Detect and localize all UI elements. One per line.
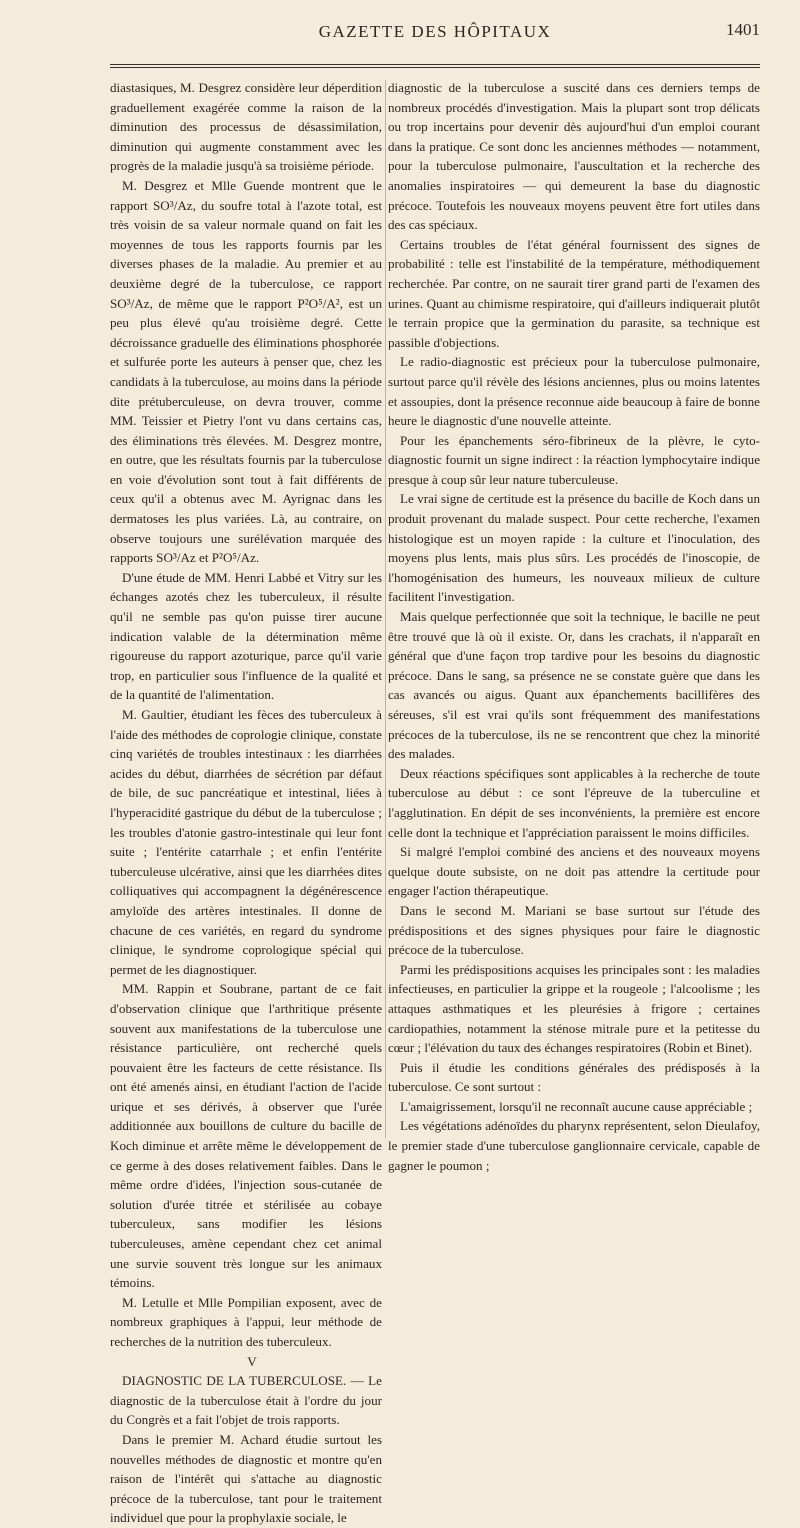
running-title: GAZETTE DES HÔPITAUX bbox=[318, 22, 552, 41]
header-rule bbox=[110, 64, 760, 65]
paragraph: Deux réactions spécifiques sont applicables à la recherche de toute tuberculose au début : ce sont l'épreuve de la tuberculine et l'agglutination. En dépit de ses inconvénients, la première est encore celle dont la technique et l'appréciation paraissent le moins difficiles. bbox=[388, 765, 760, 840]
paragraph: Les végétations adénoïdes du pharynx représentent, selon Dieulafoy, le premier stade d'une tuberculose ganglionnaire cervicale, capable de gagner le poumon ; bbox=[388, 1118, 760, 1173]
paragraph: M. Gaultier, étudiant les fèces des tuberculeux à l'aide des méthodes de coprologie clinique, constate cinq variétés de troubles intestinaux : les diarrhées acides du début, diarrhées de sécrétion par défaut de bile, de suc pancréatique et intestinal, liées à l'hyperacidité gastrique du début de la tuberculose ; les troubles d'atonie gastro-intestinale qui leur font suite ; l'entérite catarrhale ; et enfin l'entérite tuberculeuse ulcérative, ainsi que les diarrhées dites colliquatives qui accompagnent la dégénérescence amyloïde des artères intestinales. Il donne de chacune de ces variétés, en regard du syndrome clinique, le syndrome coprologique spécial qui permet de les diagnostiquer. bbox=[110, 707, 382, 977]
paragraph: Mais quelque perfectionnée que soit la technique, le bacille ne peut être trouvé que là où il existe. Or, dans les crachats, il n'apparaît en général que d'une façon trop tardive pour les besoins du diagnostic précoce. Dans le sang, sa présence ne se constate guère que dans les cas avancés ou aigus. Quant aux épanchements bacillifères des séreuses, s'il est vrai qu'ils sont fréquemment des manifestations précoces de la tuberculose, ils ne se rencontrent que chez la minorité des malades. bbox=[388, 609, 760, 762]
paragraph: D'une étude de MM. Henri Labbé et Vitry sur les échanges azotés chez les tuberculeux, il résulte qu'il ne semble pas qu'on puisse tirer aucune indication valable de la détermination même rigoureuse du rapport azoturique, parce qu'il varie trop, en particulier sous l'influence de la qualité et de la quantité de l'alimentation. bbox=[110, 569, 382, 703]
page-number: 1401 bbox=[726, 20, 760, 39]
paragraph: Dans le premier M. Achard étudie surtout les nouvelles méthodes de diagnostic et montre qu'en raison de l'intérêt qui s'attache au diagnostic précoce de la tuberculose, tant pour le traitement individuel que pour la prophylaxie sociale, le bbox=[110, 1431, 382, 1526]
paragraph: M. Desgrez et Mlle Guende montrent que le rapport SO³/Az, du soufre total à l'azote total, est très voisin de sa valeur normale quand on fait les moyennes de tous les rapports fournis par les diverses phases de la maladie. Au premier et au deuxième degré de la tuberculose, ce rapport SO³/Az, de même que le rapport P²O⁵/A², est un peu plus élevé qu'au troisième degré. Cette décroissance graduelle des éliminations phosphorée et sulfurée porte les auteurs à penser que, chez les candidats à la tuberculose, au moins dans la période dite prétuberculeuse, on devra trouver, comme MM. Teissier et Pietry l'ont vu dans certains cas, des éliminations très élevées. M. Desgrez montre, en outre, que les résultats fournis par la tuberculose en voie d'évolution sont tout à fait différents de ceux qu'il a obtenus avec M. Ayrignac dans les dermatoses les plus variées. Là, au contraire, on observe toujours une surélévation marquée des rapports SO³/Az et P²O⁵/Az. bbox=[110, 177, 382, 566]
section-number: V bbox=[247, 1353, 257, 1369]
paragraph: DIAGNOSTIC DE LA TUBERCULOSE. — Le diagnostic de la tuberculose était à l'ordre du jour du Congrès et a fait l'objet de trois rapports. bbox=[110, 1373, 382, 1428]
column-divider bbox=[385, 80, 386, 1138]
left-text-column bbox=[110, 78, 382, 1526]
header-rule-double bbox=[110, 67, 760, 68]
paragraph: MM. Rappin et Soubrane, partant de ce fait d'observation clinique que l'arthritique présente souvent aux manifestations de la tuberculose une résistance particulière, ont recherché quels pouvaient être les facteurs de cette résistance. Ils ont été amenés ainsi, en étudiant l'action de l'acide urique et ses dérivés, à observer que l'urée additionnée aux bouillons de culture du bacille de Koch diminue et arrête même le développement de ce germe à des doses relativement faibles. Dans le même ordre d'idées, l'injection sous-cutanée de solution d'urée titrée et stérilisée au cobaye tuberculeux, sans modifier les lésions tuberculeuses, amène cependant chez cet animal une survie souvent très longue sur les animaux témoins. bbox=[110, 981, 382, 1291]
paragraph: Parmi les prédispositions acquises les principales sont : les maladies infectieuses, en particulier la grippe et la rougeole ; l'alcoolisme ; les attaques asthmatiques et les pleurésies à frigore ; certaines cardiopathies, notamment la sténose mitrale pure et la petitesse du cœur ; l'élévation du taux des échanges respiratoires (Robin et Binet). bbox=[388, 961, 760, 1056]
paragraph: L'amaigrissement, lorsqu'il ne reconnaît aucune cause appréciable ; bbox=[400, 1098, 753, 1114]
paragraph: M. Letulle et Mlle Pompilian exposent, avec de nombreux graphiques à l'appui, leur méthode de recherches de la nutrition des tuberculeux. bbox=[110, 1294, 382, 1349]
paragraph: Pour les épanchements séro-fibrineux de la plèvre, le cyto-diagnostic fournit un signe indirect : la réaction lymphocytaire indique presque à coup sûr leur nature tuberculeuse. bbox=[388, 432, 760, 487]
paragraph: Si malgré l'emploi combiné des anciens et des nouveaux moyens quelque doute subsiste, on ne doit pas attendre la certitude pour engager l'action thérapeutique. bbox=[388, 844, 760, 899]
paragraph: Certains troubles de l'état général fournissent des signes de probabilité : telle est l'instabilité de la température, méthodiquement recherchée. Par contre, on ne saurait tirer grand parti de l'examen des urines. Quant au chimisme respiratoire, qui d'ailleurs indiquerait plutôt le terrain propice que la germination du parasite, sa technique est passible d'objections. bbox=[388, 236, 760, 350]
paragraph: Le radio-diagnostic est précieux pour la tuberculose pulmonaire, surtout parce qu'il révèle des lésions anciennes, plus ou moins latentes et assoupies, dont la présence reconnue aide beaucoup à faire de bonne heure le diagnostic d'une nouvelle atteinte. bbox=[388, 354, 760, 429]
paragraph: Dans le second M. Mariani se base surtout sur l'étude des prédispositions et des signes physiques pour faire le diagnostic précoce de la tuberculose. bbox=[388, 902, 760, 958]
paragraph: Le vrai signe de certitude est la présence du bacille de Koch dans un produit provenant du malade suspect. Pour cette recherche, l'examen histologique est un moyen rapide : la culture et l'inoculation, des moyens plus lents, mais plus sûrs. Les procédés de l'inoscopie, de l'homogénisation des humeurs, les nouveaux milieux de culture facilitent l'investigation. bbox=[388, 491, 760, 605]
paragraph: Puis il étudie les conditions générales des prédisposés à la tuberculose. Ce sont surtout : bbox=[388, 1059, 760, 1095]
page-header bbox=[110, 14, 760, 48]
paragraph: diagnostic de la tuberculose a suscité dans ces derniers temps de nombreux procédés d'investigation. Mais la plupart sont trop délicats ou trop incertains pour devenir dès aujourd'hui d'un emploi courant dans la pratique. Ce sont donc les anciennes méthodes — notamment, pour la tuberculose pulmonaire, l'auscultation et la recherche des anomalies inspiratoires — qui demeurent la base du diagnostic précoce. Toutefois les nouveaux moyens peuvent être fort utiles dans des cas spéciaux. bbox=[388, 80, 760, 233]
paragraph: diastasiques, M. Desgrez considère leur déperdition graduellement exagérée comme la raison de la diminution des processus de désassimilation, diminution qui augmente constamment avec les progrès de la maladie jusqu'à sa troisième période. bbox=[110, 80, 382, 174]
right-text-column bbox=[388, 78, 760, 1173]
